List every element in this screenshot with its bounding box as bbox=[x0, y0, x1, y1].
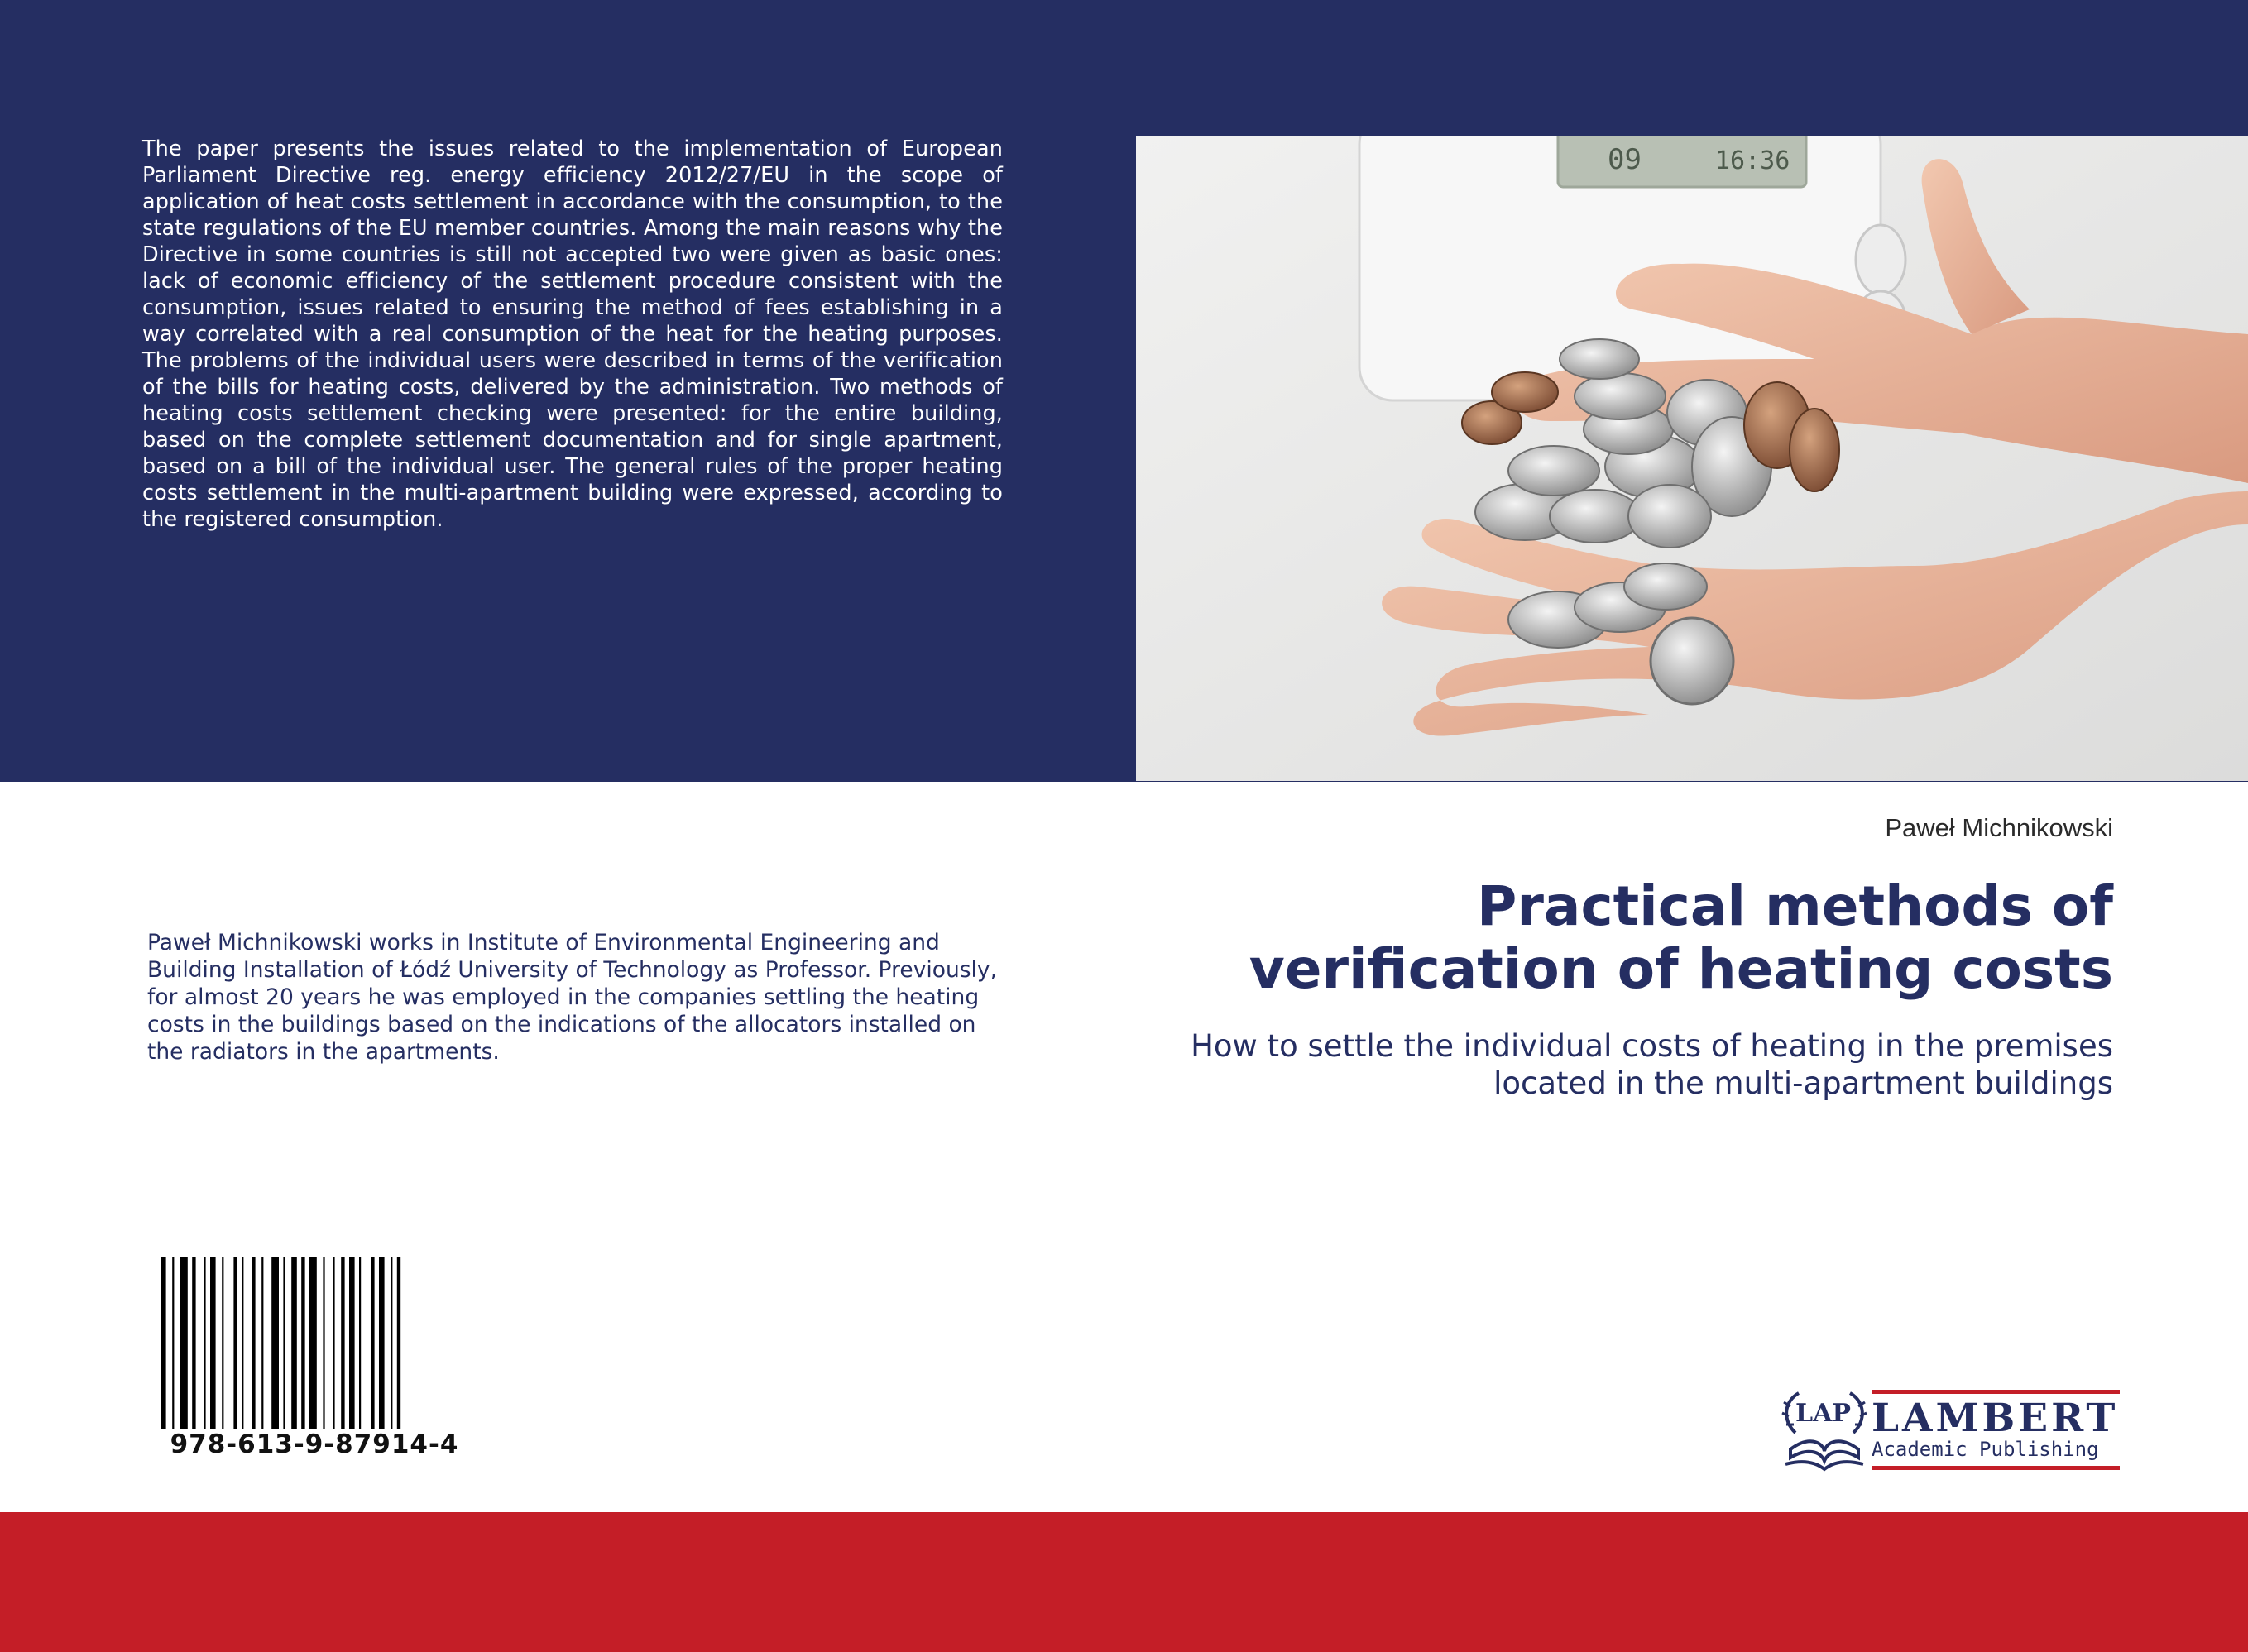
lap-logo-text: LAP bbox=[1795, 1399, 1851, 1428]
svg-text:16:36: 16:36 bbox=[1715, 146, 1790, 175]
hands-with-coins-photo bbox=[1136, 136, 2248, 781]
back-cover-abstract: The paper presents the issues related to the implementation of European Parliament Directive reg. energy efficiency 2012/27/EU in the scope of application of heat costs settlement in accordance with the consumption, to the state regulations of the EU member countries. Among the main reasons why the Directive in some countries is still not accepted two were given as basic ones: lack of economic efficiency of the settlement procedure consistent with the consumption, issues related to ensuring the method of fees establishing in a way correlated with a real consumption of the heat for the heating purposes. The problems of the individual users were described in terms of the verification of the bills for heating costs, delivered by the administration. Two methods of heating costs settlement checking were presented: for the entire building, based on the complete settlement documentation and for single apartment, based on a bill of the individual user. The general rules of the proper heating costs settlement in the multi-apartment building were expressed, according to the registered consumption. bbox=[142, 136, 1003, 532]
svg-text:09: 09 bbox=[1608, 143, 1642, 176]
isbn-barcode bbox=[157, 1257, 472, 1429]
bottom-red-band bbox=[0, 1512, 2248, 1652]
cover-author-name: Paweł Michnikowski bbox=[1885, 813, 2113, 842]
publisher-name: LAMBERT bbox=[1872, 1396, 2119, 1441]
publisher-tagline: Academic Publishing bbox=[1872, 1438, 2099, 1461]
isbn-number: 978-613-9-87914-4 bbox=[170, 1429, 459, 1459]
book-subtitle: How to settle the individual costs of heating in the premises located in the multi-apartment buildings bbox=[1191, 1028, 2113, 1101]
book-title: Practical methods of verification of heating costs bbox=[1249, 874, 2113, 1001]
author-biography: Paweł Michnikowski works in Institute of Environmental Engineering and Building Installation of Łódź University of Technology as Professor. Previously, for almost 20 years he was employed in the companies settling the heating costs in the buildings based on the indications of the allocators installed on the radiators in the apartments. bbox=[147, 930, 998, 1065]
